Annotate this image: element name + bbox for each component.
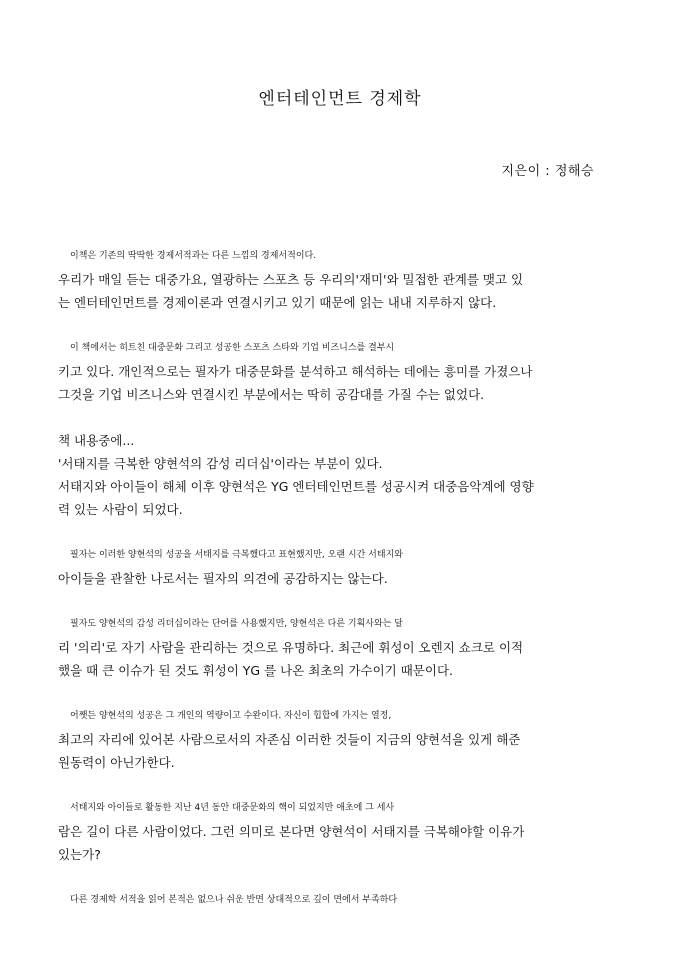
- text-line: 필자도 양현석의 감성 리더십이라는 단어를 사용했지만, 양현석은 다른 기획사와는 달: [70, 619, 403, 629]
- text-line: 했을 때 큰 이슈가 된 것도 휘성이 YG 를 나온 최초의 가수이기 때문이다.: [58, 663, 454, 678]
- paragraph-1: [58, 245, 624, 314]
- text-line: 서태지와 아이들로 활동한 지난 4년 동안 대중문화의 핵이 되었지만 애초에 그 세사: [70, 803, 395, 813]
- text-line: 책 내용중에...: [58, 433, 135, 448]
- text-line: 람은 길이 다른 사람이었다. 그런 의미로 본다면 양현석이 서태지를 극복해야할 이유가: [58, 824, 525, 839]
- text-line: 어쨋든 양현석의 성공은 그 개인의 역량이고 수완이다. 자신이 힙합에 가지는 열정,: [70, 711, 392, 721]
- text-line: 아이들을 관찰한 나로서는 필자의 의견에 공감하지는 않는다.: [58, 571, 388, 586]
- text-line: 리 '의리'로 자기 사람을 관리하는 것으로 유명하다. 최근에 휘성이 오렌지 쇼크로 이적: [58, 640, 524, 655]
- text-line: 는 엔터테인먼트를 경제이론과 연결시키고 있기 때문에 읽는 내내 지루하지 않다.: [58, 295, 497, 310]
- author-line: 지은이 : 정해승: [501, 164, 594, 179]
- document-title: 엔터테인먼트 경제학: [258, 89, 422, 109]
- text-line: 원동력이 아닌가한다.: [58, 755, 175, 770]
- text-line: 서태지와 아이들이 해체 이후 양현석은 YG 엔터테인먼트를 성공시켜 대중음악계에 영향: [58, 479, 534, 494]
- paragraph-8: [58, 889, 624, 912]
- text-line: 이 책에서는 히트친 대중문화 그리고 성공한 스포츠 스타와 기업 비즈니스를 결부시: [70, 343, 395, 353]
- text-line: '서태지를 극복한 양현석의 감성 리더십'이라는 부분이 있다.: [58, 456, 383, 471]
- text-line: 필자는 이러한 양현석의 성공을 서태지를 극복했다고 표현했지만, 오랜 시간 서태지와: [70, 550, 403, 560]
- paragraph-7: [58, 797, 624, 866]
- text-line: 키고 있다. 개인적으로는 필자가 대중문화를 분석하고 해석하는 데에는 흥미를 가졌으나: [58, 364, 533, 379]
- paragraph-4: [58, 544, 624, 590]
- paragraph-6: [58, 705, 624, 774]
- paragraph-3: [58, 429, 624, 521]
- text-line: 우리가 매일 듣는 대중가요, 열광하는 스포츠 등 우리의'재미'와 밀접한 관계를 맺고 있: [58, 272, 524, 287]
- paragraph-5: [58, 613, 624, 682]
- text-line: 그것을 기업 비즈니스와 연결시킨 부분에서는 딱히 공감대를 가질 수는 없었다.: [58, 387, 485, 402]
- text-line: 최고의 자리에 있어본 사람으로서의 자존심 이러한 것들이 지금의 양현석을 있게 해준: [58, 732, 521, 747]
- paragraph-2: [58, 337, 624, 406]
- text-line: 이책은 기존의 딱딱한 경제서적과는 다른 느낌의 경제서적이다.: [70, 251, 317, 261]
- text-line: 력 있는 사람이 되었다.: [58, 502, 183, 517]
- document-body: [58, 245, 624, 935]
- text-line: 있는가?: [58, 847, 101, 862]
- text-line: 다른 경제학 서적을 읽어 본적은 없으나 쉬운 반면 상대적으로 깊이 면에서 부족하다: [70, 895, 398, 905]
